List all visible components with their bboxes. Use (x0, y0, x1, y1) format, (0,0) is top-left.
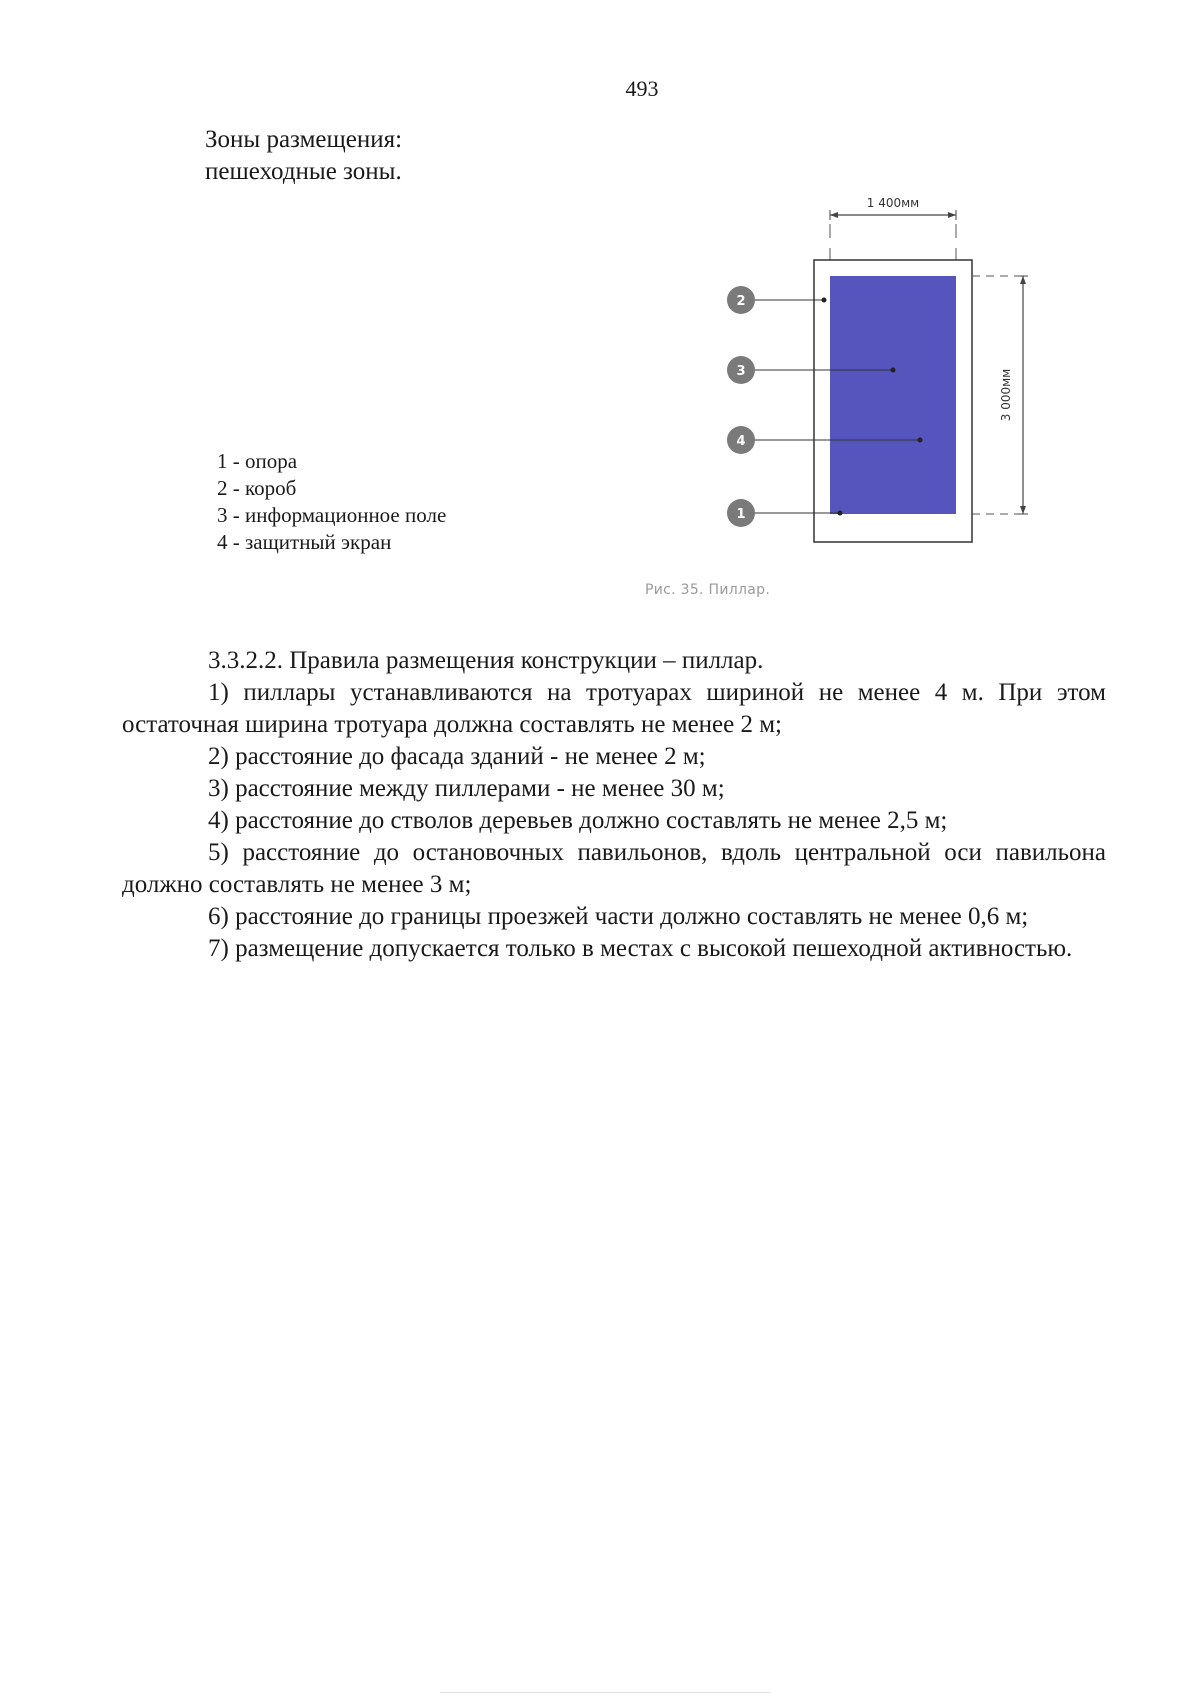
legend-item: 4 - защитный экран (217, 530, 392, 554)
marker-label: 4 (736, 434, 746, 449)
rule-1: 1) пиллары устанавливаются на тротуарах шириной не менее 4 м. При этом остаточная ширина тротуара должна составлять не менее 2 м; (122, 679, 1106, 738)
page-number: 493 (625, 76, 659, 101)
legend-item: 2 - короб (217, 476, 297, 500)
marker-2 (727, 286, 827, 314)
rule-2: 2) расстояние до фасада зданий - не менее 2 м; (208, 743, 706, 770)
width-dimension (830, 196, 956, 260)
pillar-diagram (720, 190, 1050, 560)
height-dimension (972, 276, 1028, 514)
zones-heading-line-1: Зоны размещения: (205, 126, 403, 153)
zones-heading-line-2: пешеходные зоны. (205, 158, 402, 185)
figure-caption: Рис. 35. Пиллар. (645, 582, 771, 598)
width-label: 1 400мм (866, 196, 920, 210)
rule-3: 3) расстояние между пиллерами - не менее 30 м; (208, 775, 725, 802)
rule-6: 6) расстояние до границы проезжей части должно составлять не менее 0,6 м; (208, 903, 1029, 930)
rule-7: 7) размещение допускается только в местах с высокой пешеходной активностью. (208, 935, 1073, 962)
rule-4: 4) расстояние до стволов деревьев должно составлять не менее 2,5 м; (208, 807, 948, 834)
information-field (830, 276, 956, 514)
section-body (122, 645, 1106, 965)
section-title: 3.3.2.2. Правила размещения конструкции – пиллар. (208, 647, 764, 674)
marker-label: 1 (736, 507, 746, 522)
legend-item: 3 - информационное поле (217, 503, 447, 527)
rule-5: 5) расстояние до остановочных павильонов, вдоль центральной оси павильона должно составлять не менее 3 м; (122, 839, 1106, 898)
legend-item: 1 - опора (217, 449, 298, 473)
marker-1 (727, 499, 843, 527)
figure-legend (217, 448, 446, 556)
height-label: 3 000мм (999, 368, 1013, 422)
zones-heading (205, 124, 402, 188)
marker-label: 3 (736, 364, 746, 379)
marker-label: 2 (736, 294, 746, 309)
scan-artifact-line (440, 1692, 770, 1693)
